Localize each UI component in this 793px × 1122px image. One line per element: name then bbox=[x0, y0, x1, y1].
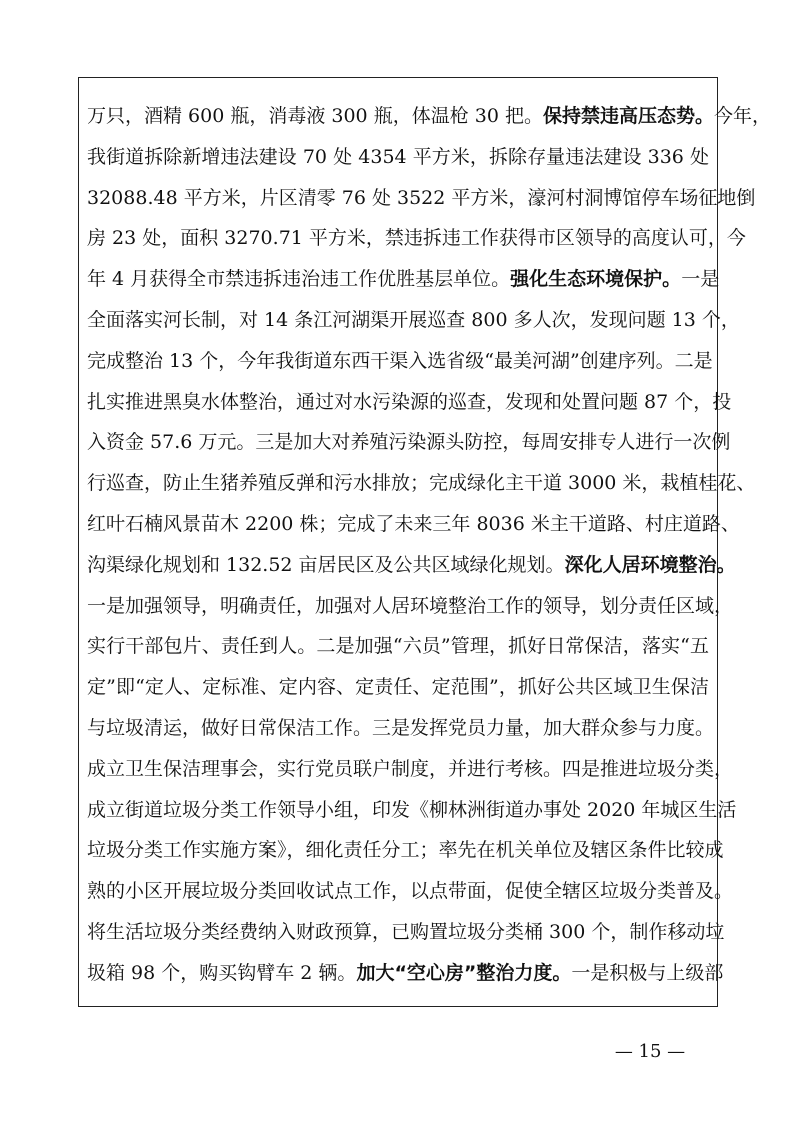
text-line bbox=[87, 382, 732, 423]
text-line bbox=[87, 953, 724, 994]
body-text: 我街道拆除新增违法建设 70 处 4354 平方米，拆除存量违法建设 336 处 bbox=[87, 145, 709, 168]
text-line bbox=[87, 178, 756, 219]
page-number: — 15 — bbox=[614, 1041, 686, 1062]
body-text: 入资金 57.6 万元。三是加大对养殖污染源头防控，每周安排专人进行一次例 bbox=[87, 431, 731, 454]
body-text: 万只，酒精 600 瓶，消毒液 300 瓶，体温枪 30 把。 bbox=[87, 105, 543, 127]
body-text: 今年， bbox=[713, 105, 771, 127]
text-line bbox=[87, 96, 771, 137]
body-text: 与垃圾清运，做好日常保洁工作。三是发挥党员力量，加大群众参与力度。 bbox=[87, 716, 715, 739]
body-text: 完成整治 13 个，今年我街道东西干渠入选省级“最美河湖”创建序列。二是 bbox=[87, 349, 713, 372]
text-line bbox=[87, 463, 756, 504]
text-line bbox=[87, 504, 740, 545]
body-text: 32088.48 平方米，片区清零 76 处 3522 平方米，濠河村洞博馆停车场征地倒 bbox=[87, 186, 756, 209]
text-line bbox=[87, 259, 720, 300]
bold-heading-text: 强化生态环境保护。 bbox=[510, 268, 682, 291]
body-text: 沟渠绿化规划和 132.52 亩居民区及公共区域绿化规划。 bbox=[87, 553, 565, 576]
text-line bbox=[87, 218, 746, 259]
body-text: 一是积极与上级部 bbox=[571, 961, 724, 984]
text-line bbox=[87, 626, 709, 667]
content-frame bbox=[78, 77, 771, 1007]
text-line bbox=[87, 300, 740, 341]
text-line bbox=[87, 749, 734, 790]
text-line bbox=[87, 667, 709, 708]
body-text: 将生活垃圾分类经费纳入财政预算，已购置垃圾分类桶 300 个，制作移动垃 bbox=[87, 920, 725, 943]
body-text: 圾箱 98 个，购买钩臂车 2 辆。 bbox=[87, 961, 357, 984]
text-line bbox=[87, 422, 731, 463]
body-text: 年 4 月获得全市禁违拆违治违工作优胜基层单位。 bbox=[87, 268, 511, 291]
document-body bbox=[87, 96, 771, 994]
text-line bbox=[87, 586, 734, 627]
body-text: 成立卫生保洁理事会，实行党员联户制度，并进行考核。四是推进垃圾分类， bbox=[87, 757, 734, 780]
text-line bbox=[87, 545, 736, 586]
bold-heading-text: 保持禁违高压态势。 bbox=[542, 105, 714, 127]
text-line bbox=[87, 341, 713, 382]
text-line bbox=[87, 830, 724, 871]
body-text: 成立街道垃圾分类工作领导小组，印发《柳林洲街道办事处 2020 年城区生活 bbox=[87, 798, 737, 821]
bold-heading-text: 深化人居环境整治。 bbox=[564, 553, 736, 576]
text-line bbox=[87, 137, 709, 178]
bold-heading-text: 加大“空心房”整治力度。 bbox=[356, 961, 572, 984]
body-text: 一是加强领导，明确责任，加强对人居环境整治工作的领导，划分责任区域， bbox=[87, 594, 734, 617]
body-text: 房 23 处，面积 3270.71 平方米，禁违拆违工作获得市区领导的高度认可，今 bbox=[87, 227, 746, 250]
body-text: 熟的小区开展垃圾分类回收试点工作，以点带面，促使全辖区垃圾分类普及。 bbox=[87, 880, 734, 903]
body-text: 行巡查，防止生猪养殖反弹和污水排放；完成绿化主干道 3000 米，栽植桂花、 bbox=[87, 472, 756, 495]
body-text: 垃圾分类工作实施方案》，细化责任分工；率先在机关单位及辖区条件比较成 bbox=[87, 839, 724, 862]
body-text: 一是 bbox=[681, 268, 720, 291]
text-line bbox=[87, 708, 715, 749]
body-text: 定”即“定人、定标准、定内容、定责任、定范围”，抓好公共区域卫生保洁 bbox=[87, 676, 709, 699]
body-text: 红叶石楠风景苗木 2200 株；完成了未来三年 8036 米主干道路、村庄道路、 bbox=[87, 512, 740, 535]
body-text: 全面落实河长制，对 14 条江河湖渠开展巡查 800 多人次，发现问题 13 个， bbox=[87, 308, 740, 331]
text-line bbox=[87, 912, 725, 953]
body-text: 实行干部包片、责任到人。二是加强“六员”管理，抓好日常保洁，落实“五 bbox=[87, 635, 709, 658]
text-line bbox=[87, 790, 737, 831]
text-line bbox=[87, 871, 734, 912]
body-text: 扎实推进黑臭水体整治，通过对水污染源的巡查，发现和处置问题 87 个，投 bbox=[87, 390, 732, 413]
